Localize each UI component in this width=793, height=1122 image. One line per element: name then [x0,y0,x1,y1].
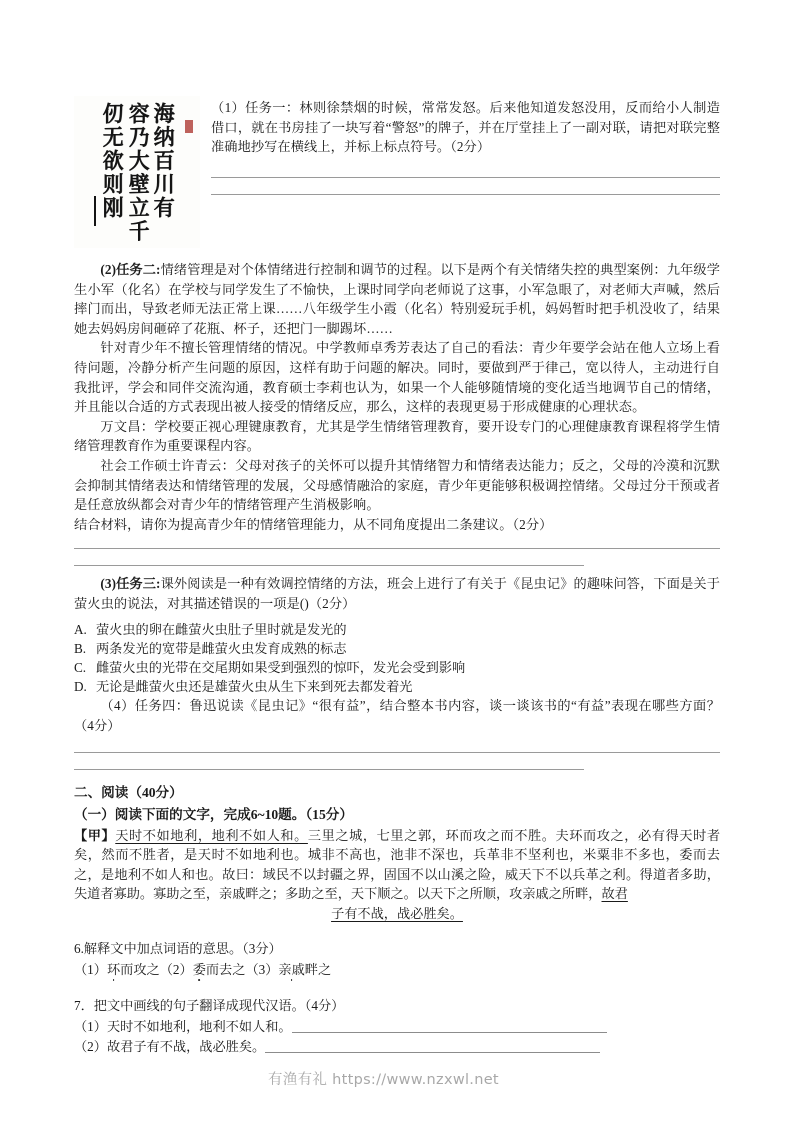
task-three-text: 课外阅读是一种有效调控情绪的方法，班会上进行了有关于《昆虫记》的趣味问答，下面是关于萤火虫的说法，对其描述错误的一项是()（2分） [74,576,721,611]
choice-option-d[interactable] [74,677,720,696]
q6-prefix-1: （1） [74,961,107,977]
task-two-paragraph-4: 社会工作硕士许青云：父母对孩子的关怀可以提升其情绪智力和情绪表达能力；反之，父母的冷漠和沉默会抑制其情绪表达和情绪管理的发展，父母感情融洽的家庭，青少年更能够积极调控情绪。父母过分干预或者是任意放纵都会对青少年的情绪管理产生消极影响。 [74,457,720,513]
choice-option-c[interactable] [74,658,720,677]
classical-passage-last-line [74,904,720,924]
choice-option-b[interactable] [74,639,720,658]
q6-keyword-2: 委 [192,961,206,977]
section-two-subheading: （一）阅读下面的文字，完成6~10题。（15分） [74,806,353,822]
task-one-text-area [200,96,720,195]
choice-b-text: 两条发光的宽带是雌萤火虫发育成熟的标志 [96,640,347,656]
task-two-paragraph-3: 万文昌：学校要正视心理键康教育，尤其是学生情绪管理教育，要开设专门的心理健康教育课程将学生情绪管理教育作为重要课程内容。 [74,418,720,454]
q6-prefix-3: （3） [245,961,279,977]
task-one-question: （1）任务一：林则徐禁烟的时候，常常发怒。后来他知道发怒没用，反而给小人制造借口，就在书房挂了一块写着“警怒”的牌子，并在厅堂挂上了一副对联，请把对联完整准确地抄写在横线上，并标上标点符号。（2分） [211,100,720,155]
seal-stamp-icon [185,120,193,133]
choice-option-a[interactable] [74,620,720,639]
q7-item-2-text: （2）故君子有不战，战必胜矣。 [74,1039,266,1055]
question-6-items [74,960,720,981]
q6-prefix-2: （2） [159,961,193,977]
task-two-paragraph-2: 针对青少年不擅长管理情绪的情况。中学教师卓秀芳表达了自己的看法：青少年要学会站在他人立场上看待问题，冷静分析产生问题的原因，这样有助于问题的解决。同时，要做到严于律己，宽以待人，主动进行自我批评，学会和同伴交流沟通，教育硕士李莉也认为，如果一个人能够随情境的变化适当地调节自己的情绪，并且能以合适的方式表现出被人接受的情绪反应，那么，这样的表现更易于形成健康的心理状态。 [74,340,720,415]
question-7-item-1 [74,1017,720,1038]
calligraphy-column-1: 海纳百川有 [150,101,176,220]
classical-passage [74,826,720,904]
q7-item-1-text: （1）天时不如地利，地利不如人和。 [74,1018,292,1034]
q7-answer-blank-2[interactable] [265,1039,600,1053]
brush-stroke-tail [94,196,96,226]
calligraphy-image [74,96,200,248]
task-one-block [74,96,720,248]
q6-rest-2: 而去之 [205,961,246,977]
q6-keyword-3: 亲戚 [278,961,305,977]
site-watermark: 有渔有礼 https://www.nzxwl.net [268,1072,499,1088]
task-two-intro [74,260,720,338]
passage-marker: 【甲】 [74,827,116,843]
q6-rest-1: 而攻之 [120,961,160,977]
choice-a-key: A. [74,621,87,637]
passage-plain-1: 三里之城，七里之郭，环而攻之而不胜。夫环而攻之，必有得天时者矣，然而不胜者，是天时不如地利也。城非不高也，池非不深也，兵革非不坚利也，米粟非不多也，委而去之，是地利不如人和也。故曰：域民不以封疆之界，固国不以山溪之险，威天下不以兵革之利。得道者多助，失道者寡助。寡助之至，亲戚畔之；多助之至，天下顺之。以天下之所顺，攻亲戚之所畔， [74,827,721,902]
question-7-stem: 7．把文中画线的句子翻译成现代汉语。（4分） [74,998,345,1014]
q6-rest-3: 畔之 [304,961,332,977]
task-three-question [74,574,720,613]
passage-underline-1: 天时不如地利，地利不如人和。 [115,827,308,843]
task-two-label: (2)任务二: [100,262,161,277]
answer-rule-2[interactable] [211,194,720,195]
task-two-intro-text: 情绪管理是对个体情绪进行控制和调节的过程。以下是两个有关情绪失控的典型案例：九年级学生小军（化名）在学校与同学发生了不愉快，上课时同学向老师说了这事，小军急眼了，对老师大声喊，然后摔门而出，导致老师无法正常上课……八年级学生小霞（化名）特别爱玩手机，妈妈暂时把手机没收了，结果她去妈妈房间砸碎了花瓶、杯子，还把门一脚踢坏…… [74,262,721,336]
choice-c-key: C. [74,659,87,675]
choice-b-key: B. [74,640,87,656]
task-three-label: (3)任务三: [100,576,161,592]
choice-d-key: D. [74,679,87,695]
calligraphy-column-2: 容乃大壁立千 [125,101,150,244]
choice-a-text: 萤火虫的卵在雌萤火虫肚子里时就是发光的 [96,621,347,637]
choice-d-text: 无论是雌萤火虫还是雄萤火虫从生下来到死去都发着光 [96,679,413,695]
q6-keyword-1: 环 [106,961,121,977]
task-four-question: （4）任务四：鲁迅说读《昆虫记》“很有益”，结合整本书内容，谈一谈该书的“有益”表现在哪些方面？（4分） [74,698,720,733]
section-two-heading: 二、阅读（40分） [74,784,183,800]
passage-underline-2a: 故君 [601,886,628,902]
task-two-prompt: 结合材料，请你为提高青少年的情绪管理能力，从不同角度提出二条建议。（2分） [74,516,553,532]
choice-c-text: 雌萤火虫的光带在交尾期如果受到强烈的惊吓，发光会受到影响 [96,659,466,675]
calligraphy-column-3: 仞无欲则刚 [99,101,125,220]
page-content [74,96,720,1058]
question-6-stem: 6.解释文中加点词语的意思。（3分） [74,941,282,957]
passage-underline-2b: 子有不战，战必胜矣。 [331,905,463,921]
q7-answer-blank-1[interactable] [292,1019,607,1033]
question-7-item-2 [74,1037,720,1058]
